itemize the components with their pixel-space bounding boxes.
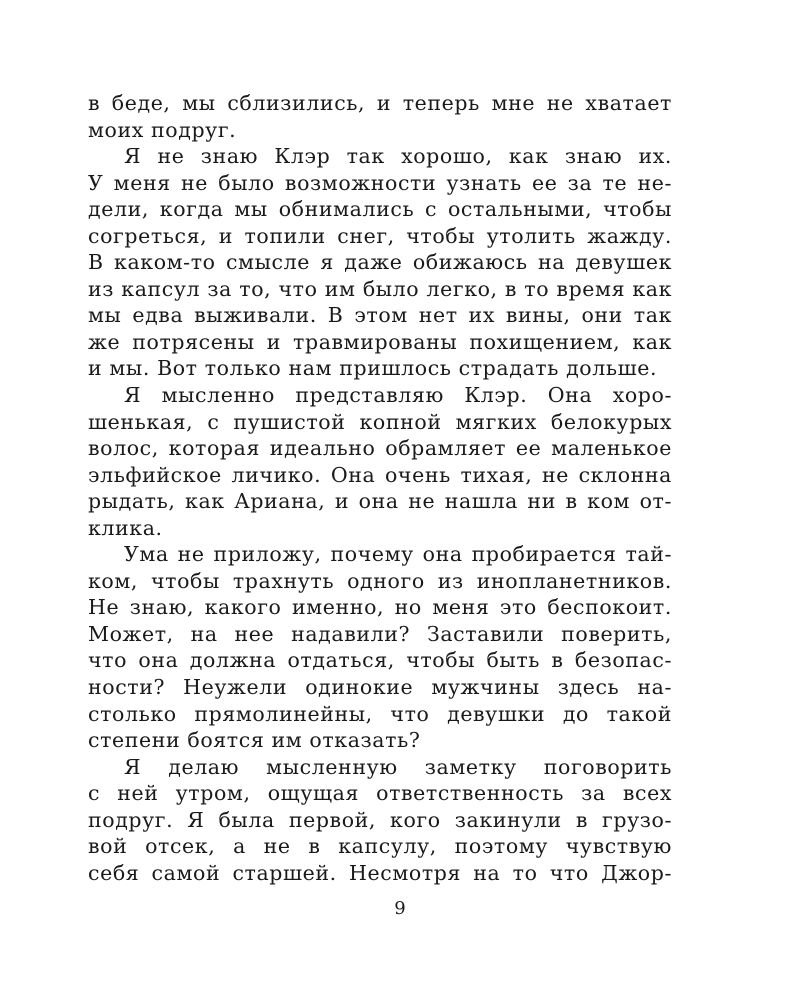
text-line: моих подруг. — [88, 117, 237, 142]
text-line: дели, когда мы обнимались с остальными, чтобы — [88, 197, 672, 222]
text-line: В каком-то смысле я даже обижаюсь на девушек — [88, 250, 672, 275]
text-line: эльфийское личико. Она очень тихая, не склонна — [88, 462, 672, 487]
text-line: волос, которая идеально обрамляет ее маленькое — [88, 436, 672, 461]
paragraph — [88, 90, 672, 143]
page-number: 9 — [394, 898, 406, 919]
text-line: Ума не приложу, почему она пробирается тай- — [124, 542, 672, 567]
text-line: согреться, и топили снег, чтобы утолить жажду. — [88, 223, 672, 248]
paragraph — [88, 382, 672, 541]
text-line: ности? Неужели одинокие мужчины здесь на- — [88, 675, 672, 700]
text-line: же потрясены и травмированы похищением, как — [88, 329, 672, 354]
text-line: и мы. Вот только нам пришлось страдать дольше. — [88, 356, 658, 381]
paragraph — [88, 143, 672, 382]
text-line: ком, чтобы трахнуть одного из инопланетников. — [88, 568, 672, 593]
text-line: Я не знаю Клэр так хорошо, как знаю их. — [124, 144, 672, 169]
text-line: вой отсек, а не в капсулу, поэтому чувствую — [88, 834, 672, 859]
text-line: Я мысленно представляю Клэр. Она хоро- — [124, 383, 672, 408]
text-line: из капсул за то, что им было легко, в то время как — [88, 276, 672, 301]
text-line: У меня не было возможности узнать ее за те не- — [88, 170, 672, 195]
text-line: клика. — [88, 515, 163, 540]
text-line: рыдать, как Ариана, и она не нашла ни в ком от- — [88, 489, 672, 514]
paragraph — [88, 541, 672, 753]
text-line: степени боятся им отказать? — [88, 728, 421, 753]
text-line: Может, на нее надавили? Заставили поверить, — [88, 621, 672, 646]
text-line: с ней утром, ощущая ответственность за всех — [88, 781, 672, 806]
body-text — [88, 90, 672, 886]
text-line: столько прямолинейны, что девушки до такой — [88, 701, 672, 726]
text-line: мы едва выживали. В этом нет их вины, они так — [88, 303, 672, 328]
text-line: Я делаю мысленную заметку поговорить — [124, 754, 672, 779]
paragraph — [88, 754, 672, 887]
text-line: подруг. Я была первой, кого закинули в грузо- — [88, 807, 672, 832]
text-line: себя самой старшей. Несмотря на то что Джор- — [88, 860, 672, 885]
text-line: что она должна отдаться, чтобы быть в безопас- — [88, 648, 672, 673]
text-line: Не знаю, какого именно, но меня это беспокоит. — [88, 595, 672, 620]
text-line: шенькая, с пушистой копной мягких белокурых — [88, 409, 672, 434]
text-line: в беде, мы сблизились, и теперь мне не хватает — [88, 91, 672, 115]
